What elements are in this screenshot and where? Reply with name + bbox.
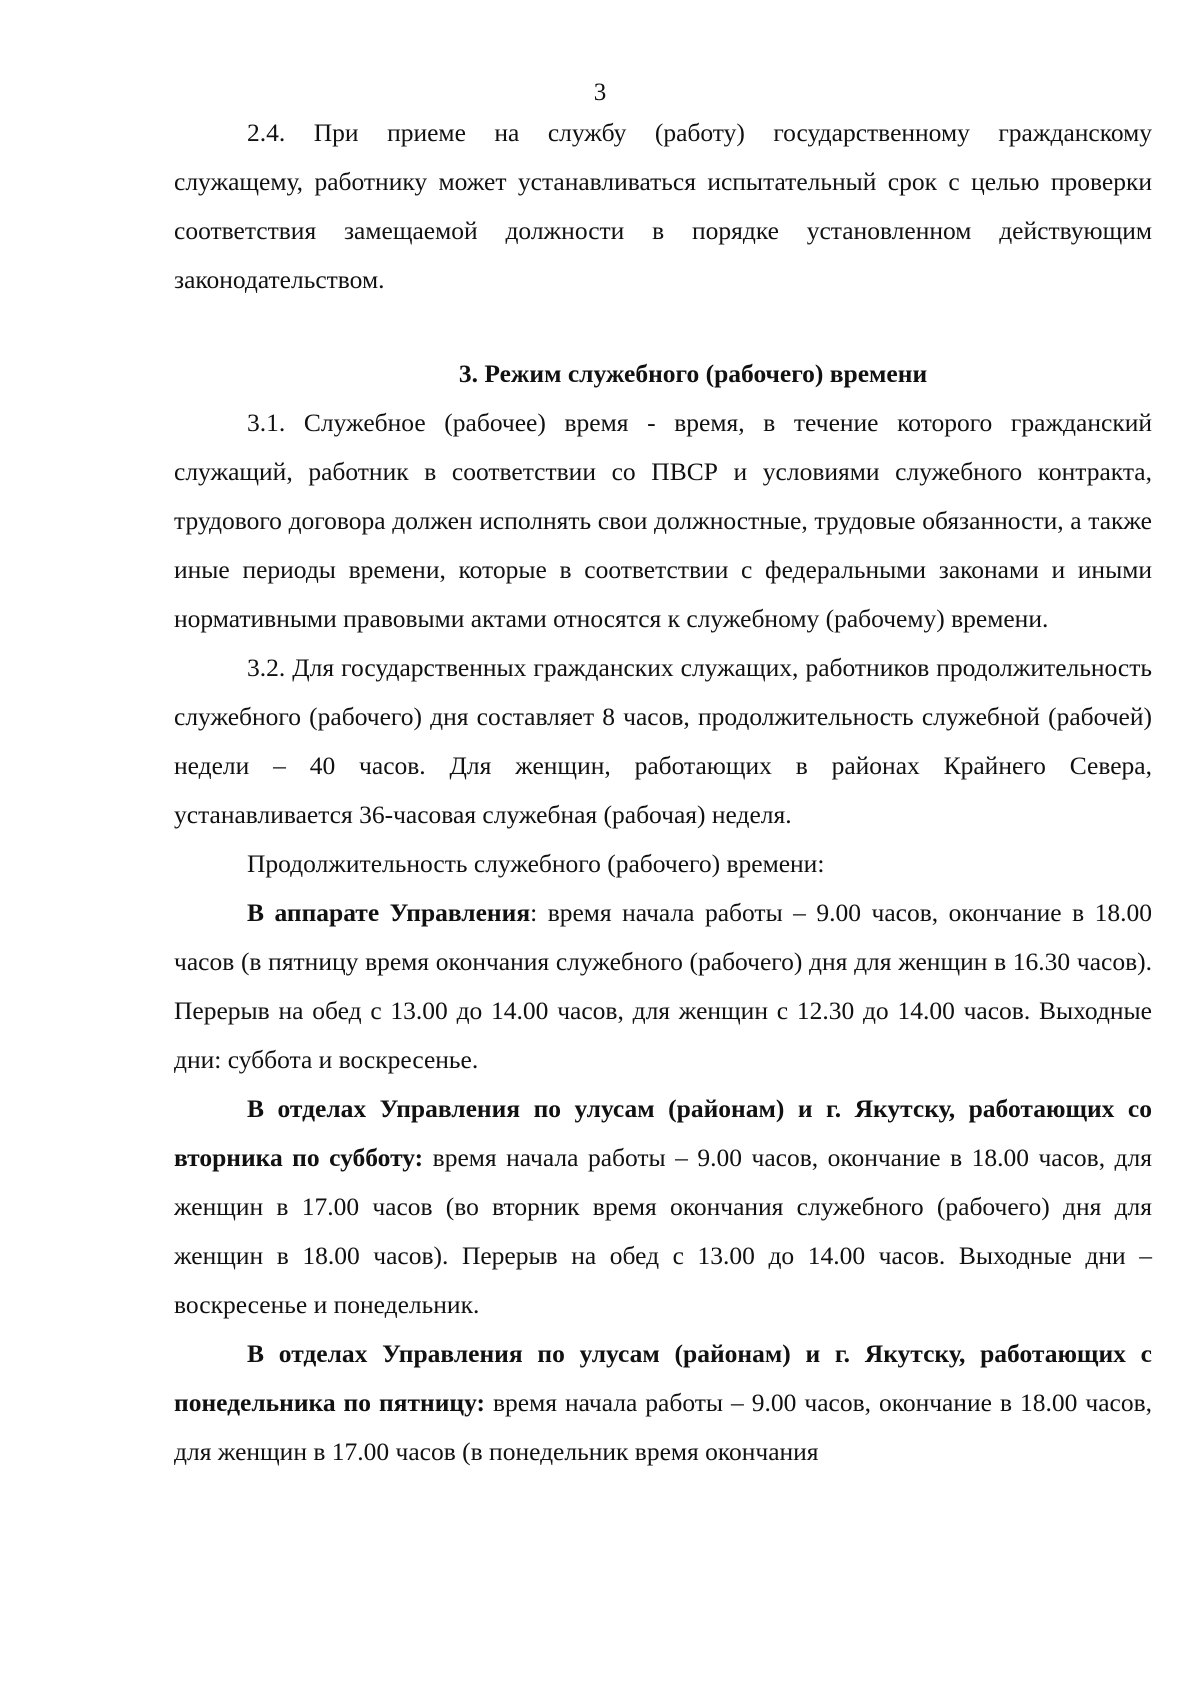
- page-number: 3: [593, 79, 607, 106]
- mon-fri-text: время начала работы – 9.00 часов, окончание в 18.00 часов, для женщин в 17.00 часов (в понедельник время окончания: [174, 1388, 1152, 1466]
- tue-sat-text: время начала работы – 9.00 часов, окончание в 18.00 часов, для женщин в 17.00 часов (во вторник время окончания служебного (рабочего) дня для женщин в 18.00 часов). Перерыв на обед с 13.00 до 14.00 часов. Выходные дни – воскресенье и понедельник.: [174, 1143, 1152, 1319]
- apparatus-text: : время начала работы – 9.00 часов, окончание в 18.00 часов (в пятницу время окончания служебного (рабочего) дня для женщин в 16.30 часов). Перерыв на обед с 13.00 до 14.00 часов, для женщин с 12.30 до 14.00 часов. Выходные дни: суббота и воскресенье.: [174, 898, 1152, 1074]
- tue-sat-heading: В отделах Управления по улусам (районам) и г. Якутску, работающих со вторника по субботу:: [174, 1094, 1152, 1172]
- paragraph-apparatus: [174, 888, 1152, 1084]
- paragraph-tue-sat: [174, 1084, 1152, 1329]
- paragraph-duration-intro: Продолжительность служебного (рабочего) времени:: [247, 849, 825, 878]
- paragraph-3-1: 3.1. Служебное (рабочее) время - время, в течение которого гражданский служащий, работник в соответствии со ПВСР и условиями служебного контракта, трудового договора должен исполнять свои должностные, трудовые обязанности, а также иные периоды времени, которые в соответствии с федеральными законами и иными нормативными правовыми актами относятся к служебному (рабочему) времени.: [174, 408, 1152, 633]
- apparatus-heading: В аппарате Управления: [247, 898, 531, 927]
- paragraph-3-2: 3.2. Для государственных гражданских служащих, работников продолжительность служебного (рабочего) дня составляет 8 часов, продолжительность служебной (рабочей) недели – 40 часов. Для женщин, работающих в районах Крайнего Севера, устанавливается 36-часовая служебная (рабочая) неделя.: [174, 653, 1152, 829]
- paragraph-mon-fri: [174, 1329, 1152, 1476]
- mon-fri-heading: В отделах Управления по улусам (районам) и г. Якутску, работающих с понедельника по пятницу:: [174, 1339, 1152, 1417]
- paragraph-2-4: 2.4. При приеме на службу (работу) государственному гражданскому служащему, работнику может устанавливаться испытательный срок с целью проверки соответствия замещаемой должности в порядке установленном действующим законодательством.: [174, 118, 1152, 294]
- section-3-heading: 3. Режим служебного (рабочего) времени: [458, 359, 928, 388]
- document-body: [174, 108, 1152, 1476]
